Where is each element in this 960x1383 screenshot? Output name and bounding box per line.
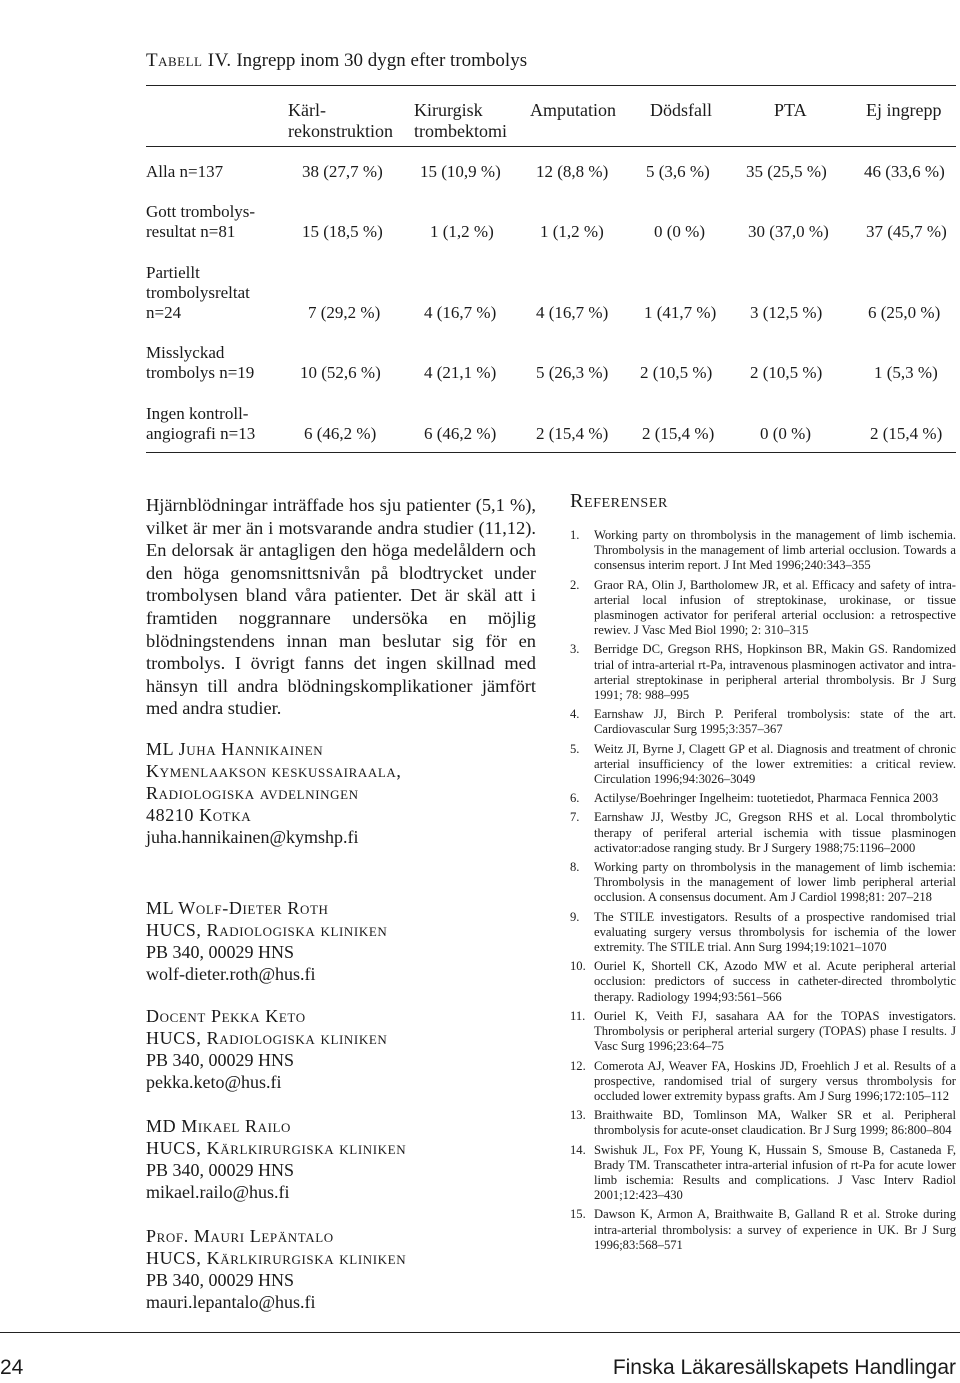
- table-cell: 46 (33,6 %): [864, 162, 945, 181]
- author-name: Docent Pekka Keto: [146, 1006, 306, 1026]
- journal-title: Finska Läkaresällskapets Handlingar: [612, 1356, 956, 1379]
- reference-number: 1.: [570, 528, 580, 542]
- reference-item: [570, 1059, 956, 1105]
- table-cell: 2 (15,4 %): [870, 424, 943, 443]
- table-cell: 10 (52,6 %): [300, 363, 381, 382]
- table-cell: 1 (41,7 %): [644, 303, 717, 322]
- reference-item: [570, 810, 956, 856]
- reference-number: 2.: [570, 577, 580, 592]
- reference-item: [570, 528, 956, 574]
- table-cell: 2 (15,4 %): [642, 424, 715, 443]
- author-block: Docent Pekka Keto HUCS, Radiologiska kliniken PB 340, 00029 HNS pekka.keto@hus.fi: [146, 1005, 546, 1093]
- reference-text: Earnshaw JJ, Birch P. Periferal trombolysis: state of the art. Cardiovascular Surg 1995;3:357–367: [594, 707, 956, 737]
- reference-number: 3.: [570, 642, 580, 657]
- reference-item: [570, 1108, 956, 1138]
- table-row-label: Alla n=137: [146, 162, 224, 181]
- table-cell: 2 (10,5 %): [750, 363, 823, 382]
- table-cell: 15 (18,5 %): [302, 222, 383, 241]
- table-cell: 7 (29,2 %): [308, 303, 381, 322]
- author-email: wolf-dieter.roth@hus.fi: [146, 964, 316, 984]
- author-name: ML Wolf-Dieter Roth: [146, 898, 329, 918]
- reference-number: 15.: [570, 1207, 586, 1222]
- reference-item: [570, 1009, 956, 1055]
- table-cell: 2 (10,5 %): [640, 363, 713, 382]
- column-header-6: Ej ingrepp: [866, 100, 942, 120]
- table-row-label: Ingen kontroll- angiografi n=13: [146, 404, 256, 443]
- table-cell: 1 (1,2 %): [430, 222, 494, 241]
- table-cell: 4 (16,7 %): [536, 303, 609, 322]
- column-header-3: Amputation: [530, 100, 616, 120]
- reference-number: 14.: [570, 1142, 586, 1157]
- table-cell: 4 (21,1 %): [424, 363, 497, 382]
- table-cell: 37 (45,7 %): [866, 222, 947, 241]
- reference-item: [570, 910, 956, 956]
- reference-item: [570, 578, 956, 639]
- reference-text: Berridge DC, Gregson RHS, Hopkinson BR, Makin GS. Randomized trial of intra-arterial rt-Pa, intravenous plasminogen activator and intra-arterial streptokinase in peripheral arterial thrombolysis. Br J Surg 1991; 78: 988–995: [594, 642, 956, 703]
- reference-item: [570, 959, 956, 1005]
- reference-item: [570, 742, 956, 788]
- reference-text: Graor RA, Olin J, Bartholomew JR, et al. Efficacy and safety of intra-arterial local infusion of streptokinase, urokinase, or tissue plasminogen activator for periferal arterial occlusion: a retrospective rewiev. J Vasc Med Biol 1990; 2: 310–315: [594, 577, 956, 638]
- reference-item: [570, 1207, 956, 1253]
- reference-text: Working party on thrombolysis in the management of limb ischemia: Thrombolysis in the management of lower limb peripheral arterial occlusion. A consensus document. Am J Cardiol 1998;81: 207–218: [594, 860, 956, 905]
- table-cell: 6 (46,2 %): [424, 424, 497, 443]
- column-header-5: PTA: [774, 100, 807, 120]
- reference-number: 11.: [570, 1008, 586, 1023]
- table-caption-text: Ingrepp inom 30 dygn efter trombolys: [236, 50, 528, 71]
- reference-number: 6.: [570, 791, 580, 806]
- author-email: pekka.keto@hus.fi: [146, 1072, 282, 1092]
- table-cell: 35 (25,5 %): [746, 162, 827, 181]
- reference-item: [570, 707, 956, 737]
- reference-text: Swishuk JL, Fox PF, Young K, Hussain S, Smouse B, Castaneda F, Brady TM. Transcatheter intra-arterial infusion of rt-Pa for acute lower limb ischemia: Results and complications. J Vasc Interv Radiol 2001;12:423–430: [594, 1142, 956, 1203]
- table-cell: 38 (27,7 %): [302, 162, 383, 181]
- table-cell: 30 (37,0 %): [748, 222, 829, 241]
- references-list: [570, 528, 956, 1257]
- table-row-label: Misslyckad trombolys n=19: [146, 343, 255, 382]
- reference-number: 10.: [570, 959, 586, 974]
- table-cell: 1 (1,2 %): [540, 222, 604, 241]
- reference-number: 13.: [570, 1108, 586, 1123]
- table-cell: 6 (25,0 %): [868, 303, 941, 322]
- body-paragraph: Hjärnblödningar inträffade hos sju patienter (5,1 %), vilket är mer än i motsvarande andra studier (11,12). En delorsak är antagligen den höga medelåldern och den höga genomsnittsnivån på blodtrycket under trombolysen bland våra patienter. Det är skäl att i framtiden noggrannare undersöka en möjlig blödningstendens innan man beslutar sig för en trombolys. I övrigt fanns det ingen skillnad med hänsyn till andra blödningskomplikationer jämfört med andra studier.: [146, 495, 536, 719]
- table-cell: 12 (8,8 %): [536, 162, 609, 181]
- table-top-rule: [146, 85, 956, 86]
- author-block: ML Juha Hannikainen Kymenlaakson keskussairaala, Radiologiska avdelningen 48210 Kotka juha.hannikainen@kymshp.fi: [146, 738, 546, 848]
- reference-item: [570, 860, 956, 906]
- column-header-1: Kärl- rekonstruktion: [288, 100, 393, 141]
- page-number: 24: [0, 1356, 24, 1379]
- reference-number: 5.: [570, 741, 580, 756]
- footer-rule: [0, 1332, 960, 1333]
- table-cell: 0 (0 %): [760, 424, 811, 443]
- reference-text: Braithwaite BD, Tomlinson MA, Walker SR et al. Peripheral thrombolysis for acute-onset claudication. Br J Surg 1999; 86:800–804: [594, 1108, 956, 1138]
- table-cell: 3 (12,5 %): [750, 303, 823, 322]
- reference-text: Weitz JI, Byrne J, Clagett GP et al. Diagnosis and treatment of chronic arterial insufficiency of the lower extremities: a critical review. Circulation 1996;94:3026–3049: [594, 741, 956, 787]
- table-cell: 5 (3,6 %): [646, 162, 710, 181]
- reference-number: 4.: [570, 707, 580, 722]
- reference-number: 9.: [570, 909, 580, 924]
- reference-text: Earnshaw JJ, Westby JC, Gregson RHS et al. Local thrombolytic therapy of periferal arterial ischemia with tissue plasminogen activator:adose ranging study. Br J Surgery 1988;75:1196–2000: [594, 810, 956, 855]
- table-cell: 1 (5,3 %): [874, 363, 938, 382]
- table-cell: 5 (26,3 %): [536, 363, 609, 382]
- reference-number: 12.: [570, 1058, 586, 1073]
- table-bottom-rule: [146, 452, 956, 453]
- table-cell: 2 (15,4 %): [536, 424, 609, 443]
- reference-text: Ouriel K, Veith FJ, sasahara AA for the TOPAS investigators. Thrombolysis or peripheral arterial surgery (TOPAS) phase I results. J Vasc Surg 1996;23:64–75: [594, 1008, 956, 1054]
- reference-text: Working party on thrombolysis in the management of limb ischemia. Thrombolysis in the management of limb arterial occlusion. Towards a consensus interim report. J Int Med 1996;240:343–355: [594, 528, 956, 573]
- table-cell: 15 (10,9 %): [420, 162, 501, 181]
- table-row-label: Partiellt trombolysreltat n=24: [146, 263, 250, 322]
- table-cell: 4 (16,7 %): [424, 303, 497, 322]
- reference-text: Actilyse/Boehringer Ingelheim: tuotetiedot, Pharmaca Fennica 2003: [594, 791, 939, 806]
- reference-text: Comerota AJ, Weaver FA, Hoskins JD, Froehlich J et al. Results of a prospective, randomised trial of surgery versus thrombolysis for occluded lower extremity bypass grafts. Am J Surg 1996;172:105–112: [594, 1058, 956, 1103]
- column-header-2: Kirurgisk trombektomi: [414, 100, 507, 141]
- author-name: MD Mikael Railo: [146, 1116, 292, 1136]
- author-email: juha.hannikainen@kymshp.fi: [146, 827, 359, 847]
- table-header-rule: [146, 146, 956, 147]
- references-heading: Referenser: [570, 490, 668, 512]
- reference-item: [570, 1143, 956, 1204]
- table-caption: [146, 50, 527, 72]
- author-block: ML Wolf-Dieter Roth HUCS, Radiologiska kliniken PB 340, 00029 HNS wolf-dieter.roth@hus.fi: [146, 897, 546, 985]
- column-header-4: Dödsfall: [650, 100, 712, 120]
- author-name: ML Juha Hannikainen: [146, 739, 324, 759]
- reference-item: [570, 791, 956, 806]
- author-name: Prof. Mauri Lepäntalo: [146, 1226, 334, 1246]
- reference-item: [570, 642, 956, 703]
- table-row-label: Gott trombolys- resultat n=81: [146, 202, 256, 241]
- reference-text: Dawson K, Armon A, Braithwaite B, Galland R et al. Stroke during intra-arterial thrombolysis: a survey of experience in UK. Br J Surg 1996;83:568–571: [594, 1207, 956, 1252]
- table-cell: 6 (46,2 %): [304, 424, 377, 443]
- author-email: mikael.railo@hus.fi: [146, 1182, 290, 1202]
- table-caption-label: Tabell IV.: [146, 50, 232, 71]
- reference-text: Ouriel K, Shortell CK, Azodo MW et al. Acute peripheral arterial occlusion: predictors of success in catheter-directed thrombolytic therapy. Radiology 1994;93:561–566: [594, 959, 956, 1004]
- author-block: MD Mikael Railo HUCS, Kärlkirurgiska kliniken PB 340, 00029 HNS mikael.railo@hus.fi: [146, 1115, 546, 1203]
- reference-number: 7.: [570, 810, 580, 825]
- reference-text: The STILE investigators. Results of a prospective randomised trial evaluating surgery versus thrombolysis for ischemia of the lower extremity. The STILE trial. Ann Surg 1994;19:1021–1070: [594, 909, 956, 955]
- reference-number: 8.: [570, 860, 580, 875]
- author-email: mauri.lepantalo@hus.fi: [146, 1292, 316, 1312]
- table-cell: 0 (0 %): [654, 222, 705, 241]
- author-block: Prof. Mauri Lepäntalo HUCS, Kärlkirurgiska kliniken PB 340, 00029 HNS mauri.lepantalo@hus.fi: [146, 1225, 546, 1313]
